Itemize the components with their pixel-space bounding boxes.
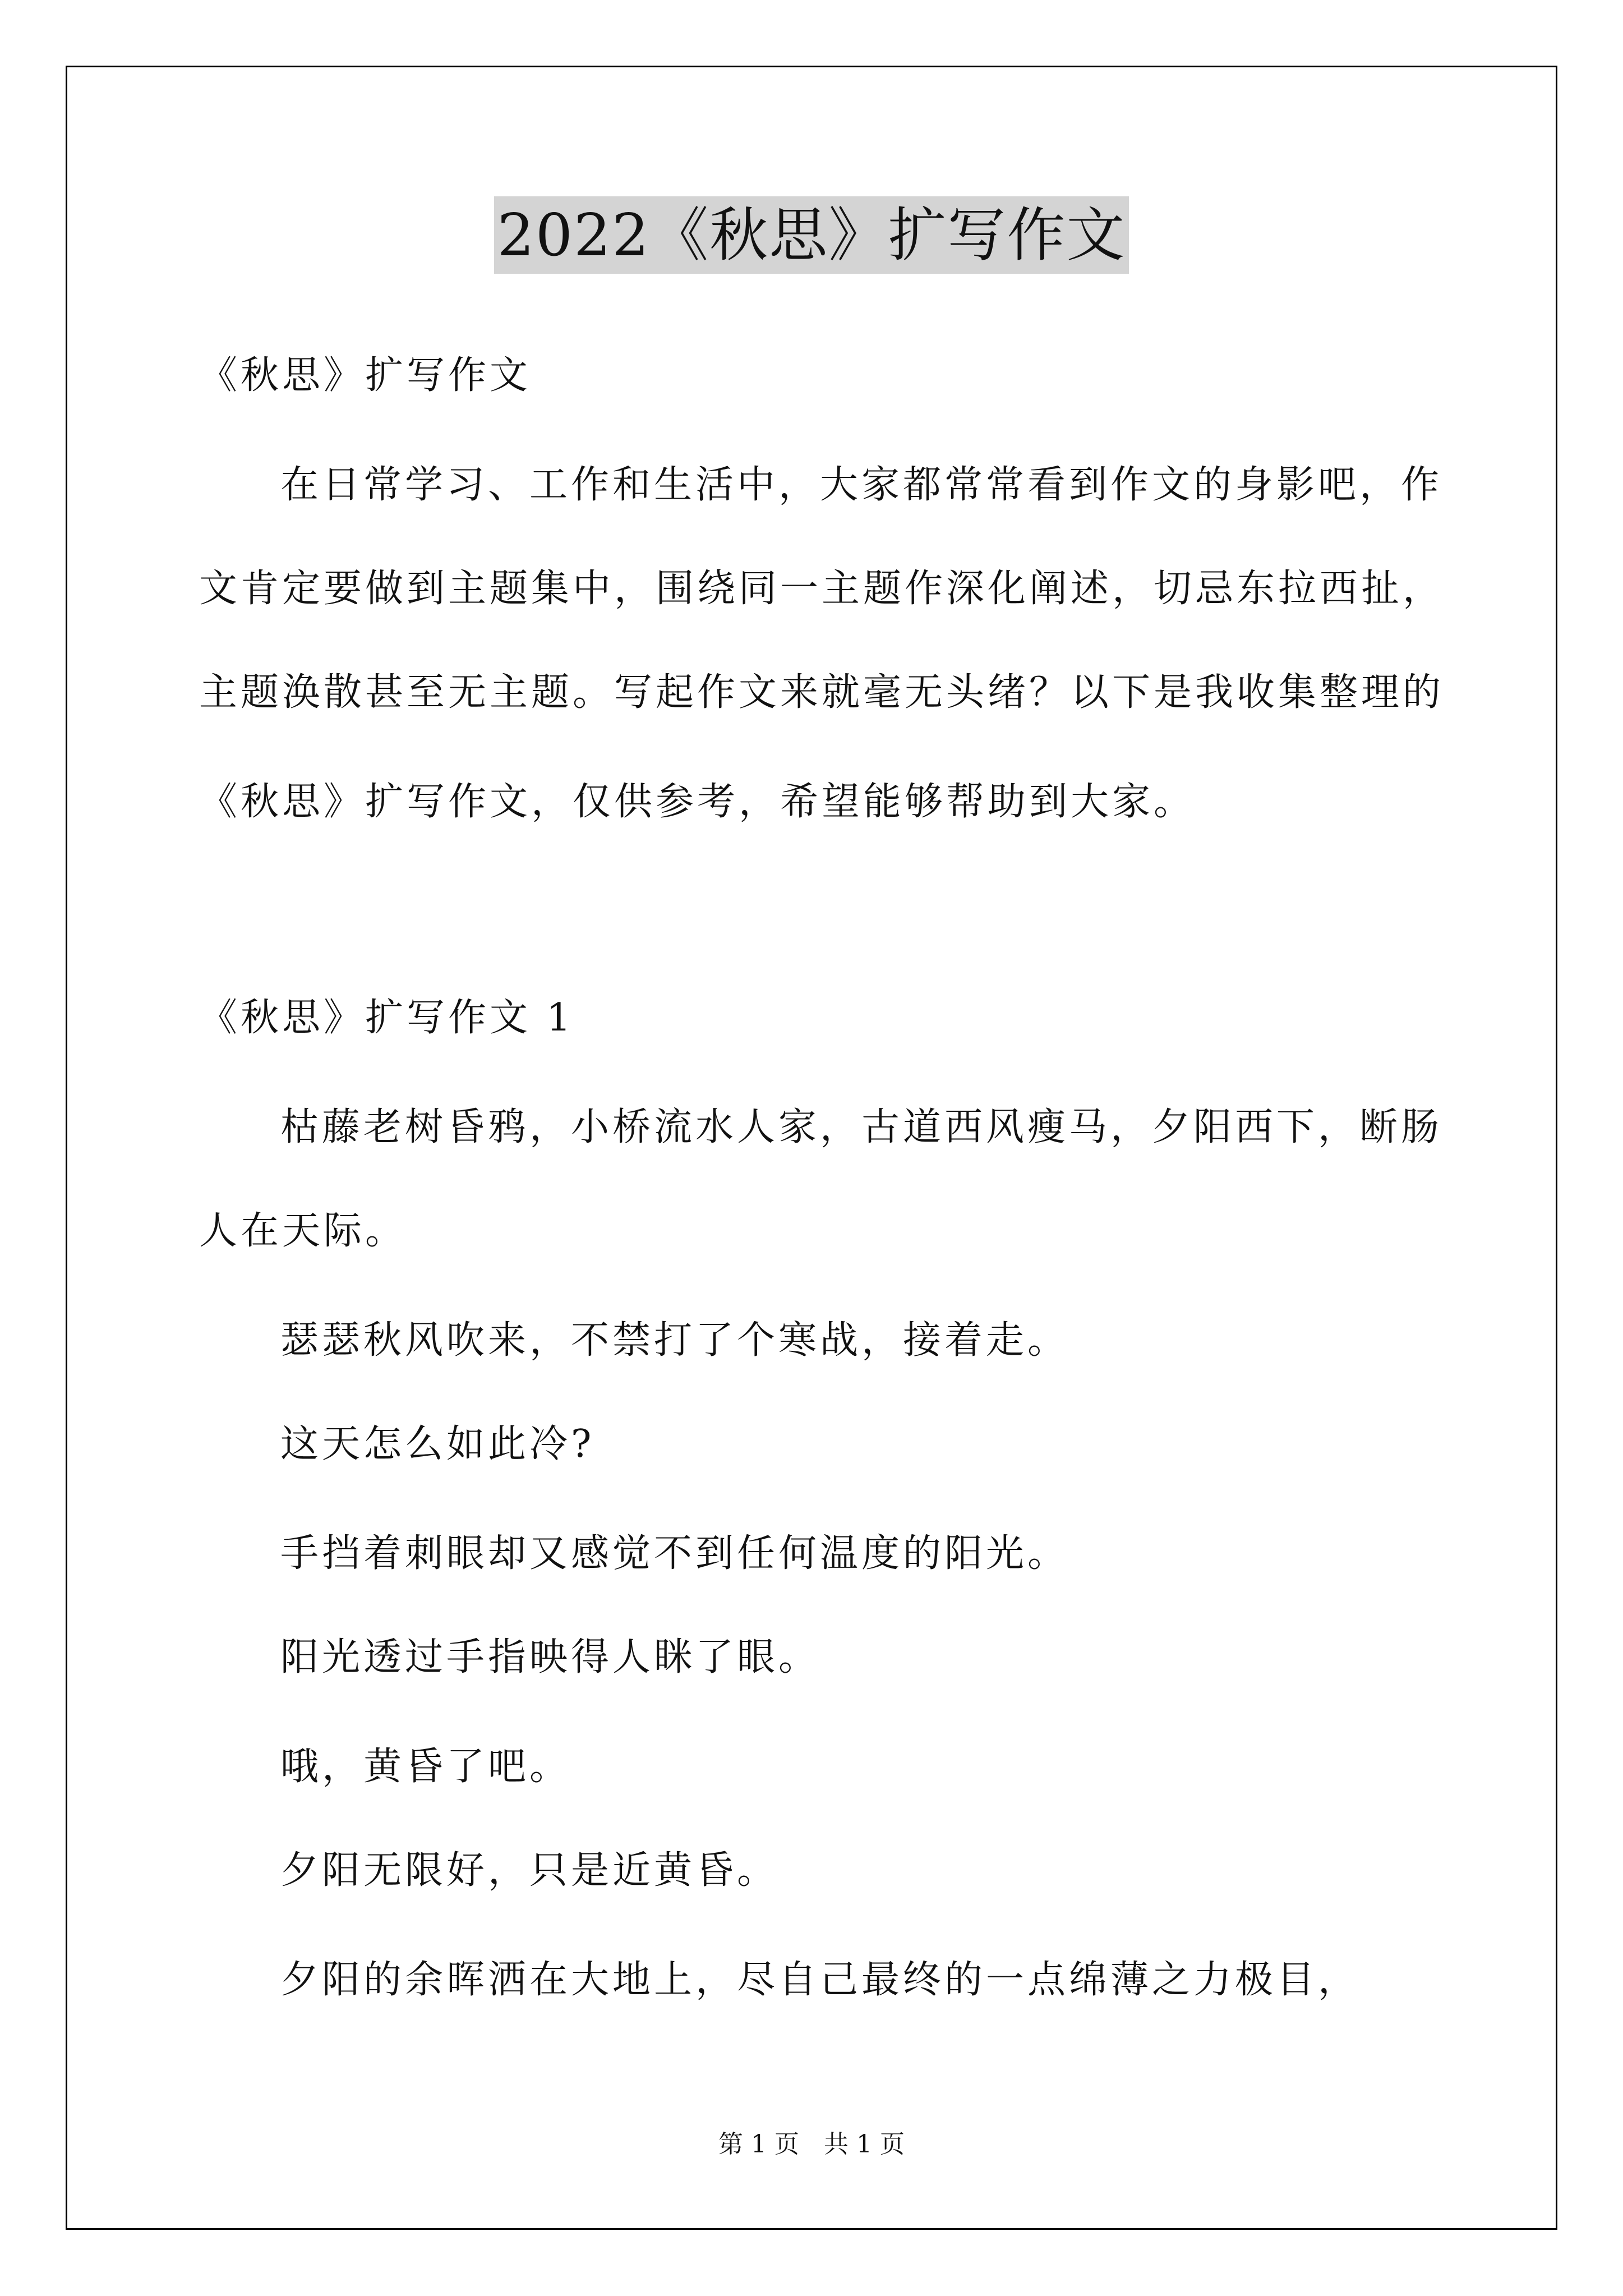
section-heading: 《秋思》扩写作文 1 bbox=[199, 996, 574, 1040]
document-title: 2022《秋思》扩写作文 bbox=[494, 196, 1129, 274]
paragraph-line: 这天怎么如此冷? bbox=[280, 1422, 595, 1466]
paragraph-line: 《秋思》扩写作文，仅供参考，希望能够帮助到大家。 bbox=[199, 780, 1196, 824]
paragraph-line: 瑟瑟秋风吹来，不禁打了个寒战，接着走。 bbox=[280, 1318, 1069, 1363]
paragraph-line: 手挡着刺眼却又感觉不到任何温度的阳光。 bbox=[280, 1531, 1069, 1576]
paragraph-line: 哦，黄昏了吧。 bbox=[280, 1745, 571, 1789]
paragraph-line: 人在天际。 bbox=[199, 1209, 407, 1253]
paragraph-line: 阳光透过手指映得人眯了眼。 bbox=[280, 1635, 820, 1680]
paragraph-line: 在日常学习、工作和生活中，大家都常常看到作文的身影吧，作 bbox=[280, 463, 1443, 507]
paragraph-line: 主题涣散甚至无主题。写起作文来就毫无头绪？以下是我收集整理的 bbox=[199, 670, 1445, 715]
section-heading: 《秋思》扩写作文 bbox=[199, 353, 532, 398]
title-container bbox=[0, 196, 1623, 274]
paragraph-line: 文肯定要做到主题集中，围绕同一主题作深化阐述，切忌东拉西扯， bbox=[199, 567, 1445, 611]
paragraph-line: 夕阳的余晖洒在大地上，尽自己最终的一点绵薄之力极目， bbox=[280, 1958, 1360, 2002]
paragraph-line: 枯藤老树昏鸦，小桥流水人家，古道西风瘦马，夕阳西下，断肠 bbox=[280, 1105, 1443, 1149]
paragraph-line: 夕阳无限好，只是近黄昏。 bbox=[280, 1848, 779, 1893]
page-footer: 第 1 页 共 1 页 bbox=[718, 2130, 905, 2159]
